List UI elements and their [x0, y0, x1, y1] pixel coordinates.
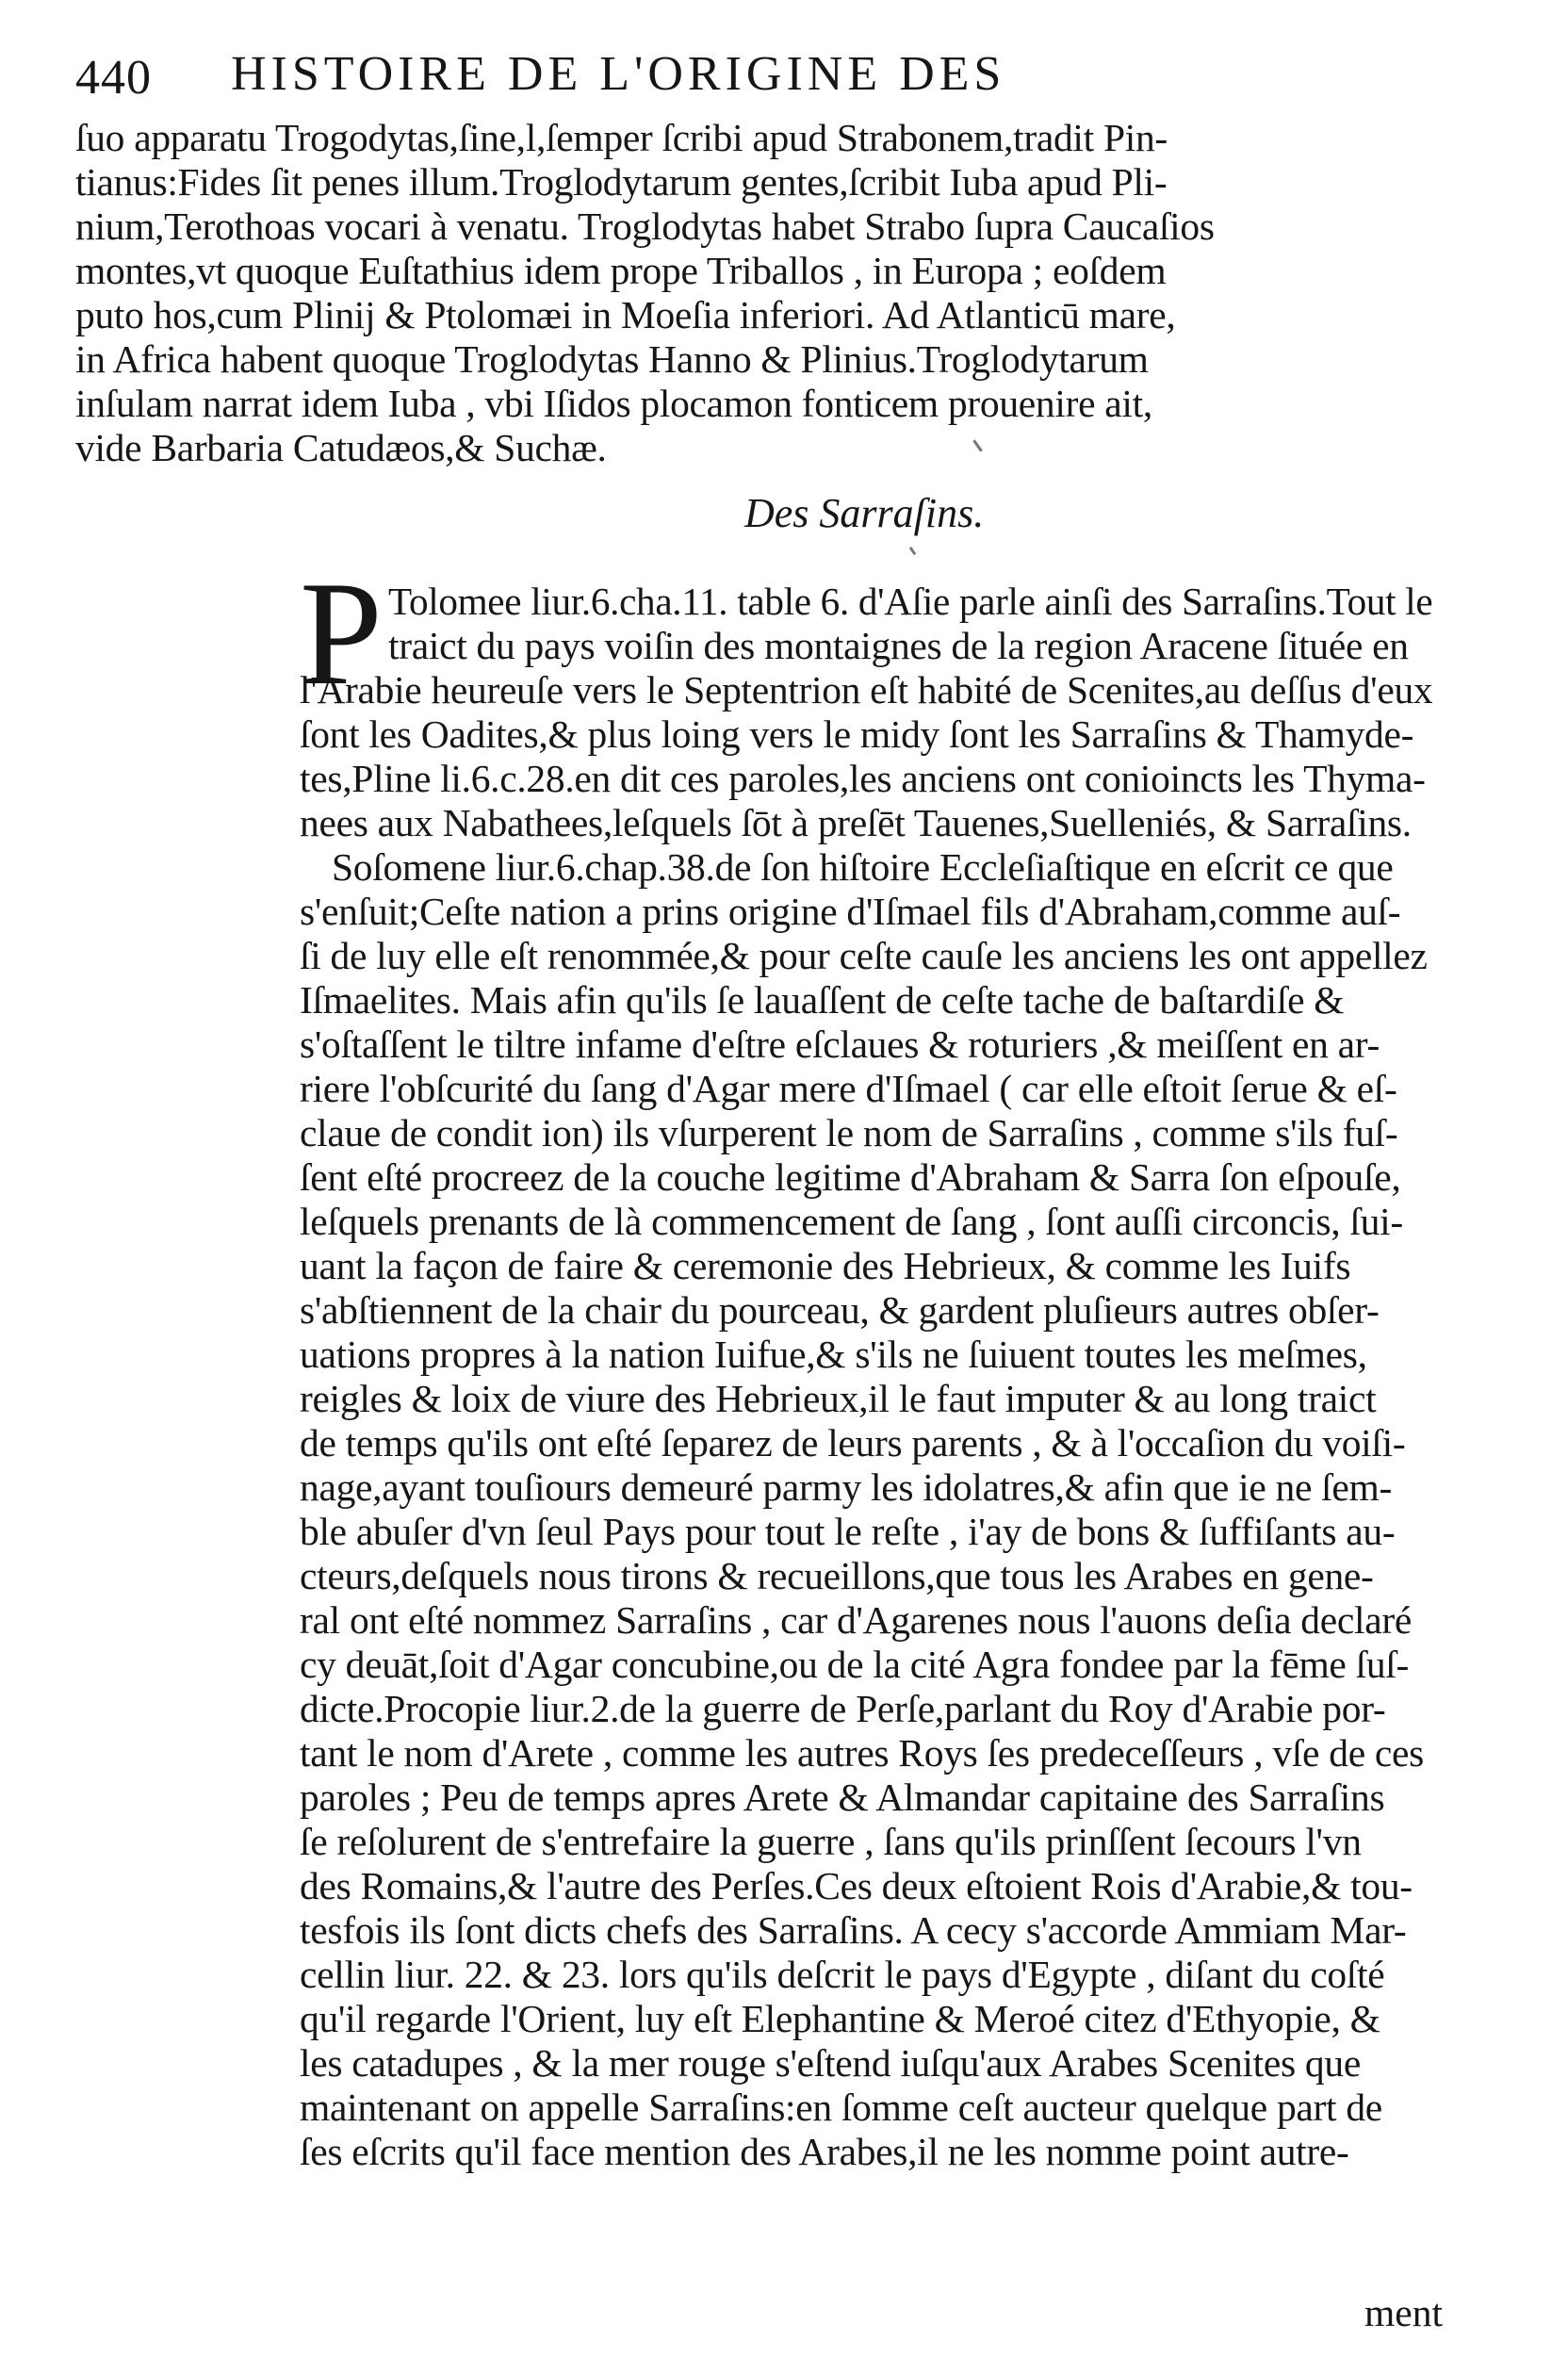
text-line: tianus:Fides ſit penes illum.Troglodytarum gentes,ſcribit Iuba apud Pli- — [75, 160, 1168, 204]
text-line: cteurs,deſquels nous tirons & recueillons,que tous les Arabes en gene- — [300, 1554, 1374, 1597]
text-line: leſquels prenants de là commencement de ſang , ſont auſſi circoncis, ſui- — [300, 1200, 1403, 1243]
text-line: ſent eſté procreez de la couche legitime d'Abraham & Sarra ſon eſpouſe, — [300, 1155, 1401, 1199]
text-line: Tolomee liur.6.cha.11. table 6. d'Aſie parle ainſi des Sarraſins.Tout le — [388, 580, 1433, 623]
text-line: uations propres à la nation Iuifue,& s'ils ne ſuiuent toutes les meſmes, — [300, 1333, 1367, 1376]
drop-cap: P — [300, 551, 383, 716]
text-line: l'Arabie heureuſe vers le Septentrion eſt habité de Scenites,au deſſus d'eux — [300, 668, 1433, 712]
text-line: tant le nom d'Arete , comme les autres Roys ſes predeceſſeurs , vſe de ces — [300, 1731, 1424, 1775]
text-line: inſulam narrat idem Iuba , vbi Iſidos plocamon fonticem prouenire ait, — [75, 382, 1152, 425]
text-line: s'abſtiennent de la chair du pourceau, & gardent pluſieurs autres obſer- — [300, 1288, 1380, 1332]
text-line: des Romains,& l'autre des Perſes.Ces deux eſtoient Rois d'Arabie,& tou- — [300, 1864, 1413, 1907]
text-line: reigles & loix de viure des Hebrieux,il le faut imputer & au long traict — [300, 1377, 1377, 1420]
text-line: s'enſuit;Ceſte nation a prins origine d'Iſmael fils d'Abraham,comme auſ- — [300, 890, 1401, 933]
text-line: cellin liur. 22. & 23. lors qu'ils deſcrit le pays d'Egypte , diſant du coſté — [300, 1953, 1385, 1996]
text-line: de temps qu'ils ont eſté ſeparez de leurs parents , & à l'occaſion du voiſi- — [300, 1421, 1406, 1464]
text-line: Soſomene liur.6.chap.38.de ſon hiſtoire Eccleſiaſtique en eſcrit ce que — [332, 845, 1394, 889]
text-line: tes,Pline li.6.c.28.en dit ces paroles,les anciens ont conioincts les Thyma- — [300, 757, 1426, 800]
text-line: qu'il regarde l'Orient, luy eſt Elephantine & Meroé citez d'Ethyopie, & — [300, 1997, 1380, 2040]
page-number: 440 — [75, 51, 152, 105]
text-line: traict du pays voiſin des montaignes de la region Aracene ſituée en — [388, 624, 1409, 667]
text-line: cy deuāt,ſoit d'Agar concubine,ou de la cité Agra fondee par la fēme ſuſ- — [300, 1643, 1410, 1686]
page-header — [75, 41, 1282, 117]
text-line: ſes eſcrits qu'il face mention des Arabes,il ne les nomme point autre- — [300, 2130, 1349, 2173]
text-line: uant la façon de faire & ceremonie des Hebrieux, & comme les Iuifs — [300, 1244, 1351, 1287]
text-line: ſi de luy elle eſt renommée,& pour ceſte cauſe les anciens les ont appellez — [300, 934, 1428, 977]
text-line: paroles ; Peu de temps apres Arete & Almandar capitaine des Sarraſins — [300, 1775, 1385, 1819]
text-line: tesfois ils ſont dicts chefs des Sarraſins. A cecy s'accorde Ammiam Mar- — [300, 1908, 1407, 1952]
text-line: claue de condit ion) ils vſurperent le nom de Sarraſins , comme s'ils fuſ- — [300, 1111, 1398, 1154]
catchword: ment — [1364, 2291, 1443, 2334]
section-title: Des Sarraſins. — [744, 490, 985, 536]
text-line: vide Barbaria Catudæos,& Suchæ. — [75, 426, 607, 469]
text-line: dicte.Procopie liur.2.de la guerre de Perſe,parlant du Roy d'Arabie por- — [300, 1687, 1386, 1730]
text-line: maintenant on appelle Sarraſins:en ſomme ceſt aucteur quelque part de — [300, 2086, 1382, 2129]
running-title: HISTOIRE DE L'ORIGINE DES — [231, 47, 1006, 101]
text-line: riere l'obſcurité du ſang d'Agar mere d'Iſmael ( car elle eſtoit ſerue & eſ- — [300, 1067, 1397, 1110]
text-line: montes,vt quoque Euſtathius idem prope Triballos , in Europa ; eoſdem — [75, 249, 1167, 292]
text-line: nage,ayant touſiours demeuré parmy les idolatres,& afin que ie ne ſem- — [300, 1465, 1393, 1509]
text-line: Iſmaelites. Mais afin qu'ils ſe lauaſſent de ceſte tache de baſtardiſe & — [300, 978, 1345, 1022]
text-line: les catadupes , & la mer rouge s'eſtend iuſqu'aux Arabes Scenites que — [300, 2041, 1361, 2085]
text-line: puto hos,cum Plinij & Ptolomæi in Moeſia inferiori. Ad Atlanticū mare, — [75, 293, 1176, 336]
text-line: ſont les Oadites,& plus loing vers le midy ſont les Sarraſins & Thamyde- — [300, 712, 1414, 756]
text-line: in Africa habent quoque Troglodytas Hanno & Plinius.Troglodytarum — [75, 337, 1149, 381]
scan-mark — [909, 547, 917, 555]
text-line: s'oſtaſſent le tiltre infame d'eſtre eſclaues & roturiers ,& meiſſent en ar- — [300, 1023, 1380, 1066]
text-line: ſuo apparatu Trogodytas,ſine,l,ſemper ſcribi apud Strabonem,tradit Pin- — [75, 116, 1168, 159]
text-line: ral ont eſté nommez Sarraſins , car d'Agarenes nous l'auons deſia declaré — [300, 1598, 1412, 1642]
text-line: ble abuſer d'vn ſeul Pays pour tout le reſte , i'ay de bons & ſuffiſants au- — [300, 1510, 1396, 1553]
text-line: nees aux Nabathees,leſquels ſōt à preſēt Tauenes,Suelleniés, & Sarraſins. — [300, 801, 1412, 844]
text-line: nium,Terothoas vocari à venatu. Troglodytas habet Strabo ſupra Caucaſios — [75, 205, 1215, 248]
scan-mark — [972, 439, 982, 451]
text-line: ſe reſolurent de s'entrefaire la guerre , ſans qu'ils prinſſent ſecours l'vn — [300, 1820, 1362, 1863]
